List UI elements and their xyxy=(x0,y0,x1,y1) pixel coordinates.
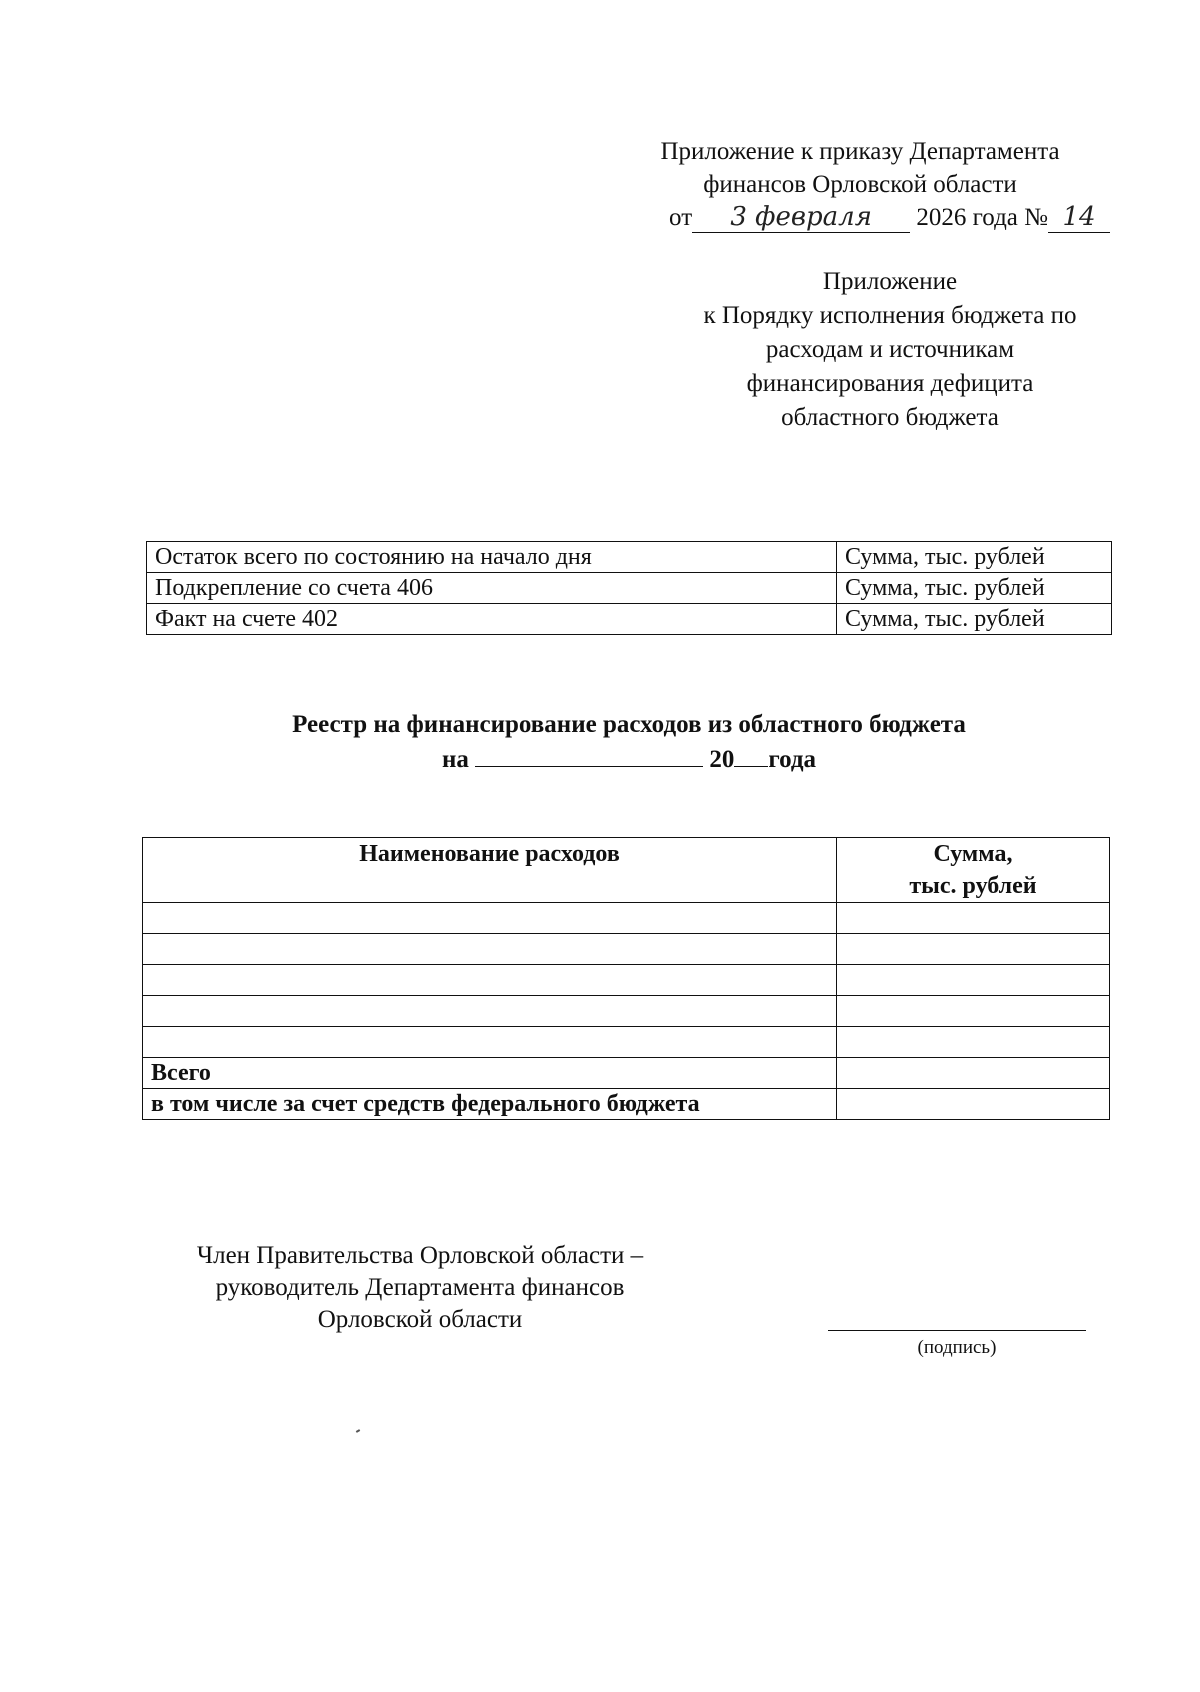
balance-value: Сумма, тыс. рублей xyxy=(837,573,1112,604)
appendix-line-1: Приложение xyxy=(822,268,958,295)
balance-value: Сумма, тыс. рублей xyxy=(837,542,1112,573)
expense-name-cell[interactable] xyxy=(143,903,837,934)
registry-date-prefix: на xyxy=(441,746,469,773)
balance-value: Сумма, тыс. рублей xyxy=(837,604,1112,635)
order-year-text: 2026 года № xyxy=(916,204,1048,231)
table-row xyxy=(143,934,1110,965)
header-sum-line-2: тыс. рублей xyxy=(909,873,1037,899)
federal-sum-cell[interactable] xyxy=(837,1089,1110,1120)
registry-title-block xyxy=(146,708,1112,777)
signatory-line-2: руководитель Департамента финансов xyxy=(215,1274,625,1301)
order-line-1: Приложение к приказу Департамента xyxy=(660,138,1060,165)
total-label: Всего xyxy=(143,1058,837,1089)
table-row xyxy=(143,903,1110,934)
expense-sum-cell[interactable] xyxy=(837,996,1110,1027)
order-date-line xyxy=(600,201,1120,234)
appendix-line-4: финансирования дефицита xyxy=(746,370,1034,397)
header-sum xyxy=(837,838,1110,903)
signature-block xyxy=(150,1240,690,1336)
appendix-line-3: расходам и источникам xyxy=(765,336,1015,363)
total-sum-cell[interactable] xyxy=(837,1058,1110,1089)
expenses-table xyxy=(142,837,1110,1120)
expense-name-cell[interactable] xyxy=(143,996,837,1027)
table-row xyxy=(147,573,1112,604)
table-row xyxy=(147,542,1112,573)
table-row xyxy=(147,604,1112,635)
balance-label: Подкрепление со счета 406 xyxy=(147,573,837,604)
federal-label: в том числе за счет средств федерального бюджета xyxy=(143,1089,837,1120)
order-reference xyxy=(600,135,1120,234)
header-sum-line-1: Сумма, xyxy=(933,841,1013,867)
order-number-handwritten: 14 xyxy=(1048,202,1110,233)
expense-sum-cell[interactable] xyxy=(837,903,1110,934)
table-row-federal xyxy=(143,1089,1110,1120)
expense-sum-cell[interactable] xyxy=(837,965,1110,996)
balance-label: Остаток всего по состоянию на начало дня xyxy=(147,542,837,573)
table-header-row xyxy=(143,838,1110,903)
signature-caption: (подпись) xyxy=(917,1337,997,1358)
order-date-prefix: от xyxy=(669,204,693,231)
signature-line[interactable] xyxy=(828,1330,1086,1331)
table-row xyxy=(143,965,1110,996)
balance-table xyxy=(146,541,1112,635)
registry-year-blank[interactable] xyxy=(734,742,768,767)
expense-name-cell[interactable] xyxy=(143,934,837,965)
expense-sum-cell[interactable] xyxy=(837,934,1110,965)
order-line-2: финансов Орловской области xyxy=(703,171,1017,198)
signatory-line-3: Орловской области xyxy=(317,1306,523,1333)
appendix-reference xyxy=(650,265,1130,435)
expense-sum-cell[interactable] xyxy=(837,1027,1110,1058)
registry-year-prefix: 20 xyxy=(709,746,735,773)
registry-title: Реестр на финансирование расходов из областного бюджета xyxy=(292,711,966,738)
scan-speck xyxy=(356,1429,360,1433)
expense-name-cell[interactable] xyxy=(143,965,837,996)
header-expense-name: Наименование расходов xyxy=(143,838,837,903)
registry-year-suffix: года xyxy=(768,746,817,773)
appendix-line-2: к Порядку исполнения бюджета по xyxy=(703,302,1077,329)
appendix-line-5: областного бюджета xyxy=(781,404,999,431)
expense-name-cell[interactable] xyxy=(143,1027,837,1058)
table-row-total xyxy=(143,1058,1110,1089)
signatory-line-1: Член Правительства Орловской области – xyxy=(196,1242,644,1269)
table-row xyxy=(143,996,1110,1027)
order-date-handwritten: 3 февраля xyxy=(692,202,910,233)
registry-date-line xyxy=(146,742,1112,777)
balance-label: Факт на счете 402 xyxy=(147,604,837,635)
registry-date-blank[interactable] xyxy=(475,742,703,767)
table-row xyxy=(143,1027,1110,1058)
